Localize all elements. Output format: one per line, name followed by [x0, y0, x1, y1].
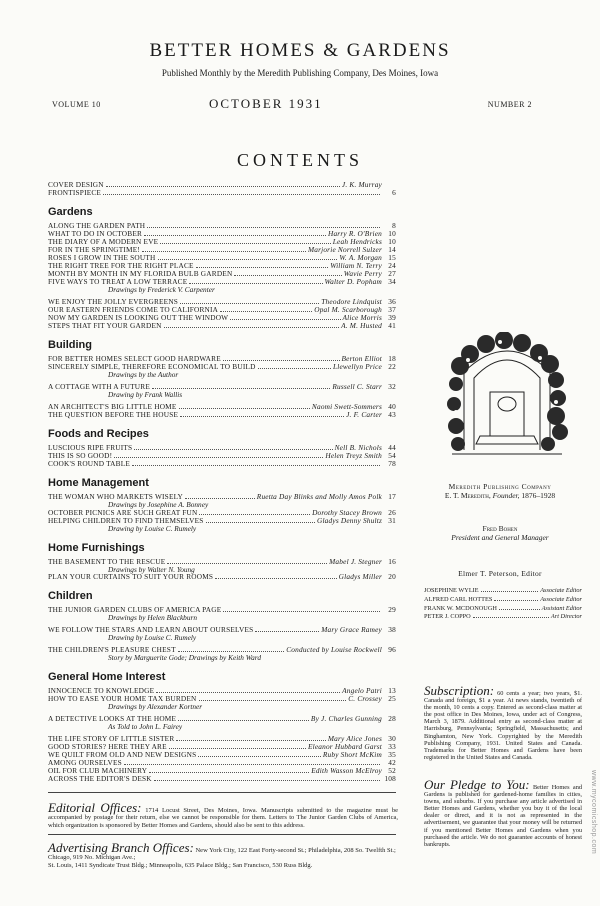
section-heading-building: Building [48, 338, 92, 351]
table-of-contents [48, 181, 396, 783]
toc-entry[interactable]: AN ARCHITECT'S BIG LITTLE HOME Naomi Swett-Sommers 40 [48, 401, 396, 411]
toc-entry[interactable]: GOOD STORIES? HERE THEY ARE Eleanor Hubbard Garst 33 [48, 741, 396, 751]
publisher-credit [420, 482, 580, 500]
toc-entry[interactable]: OIL FOR CLUB MACHINERY Edith Wasson McElroy 52 [48, 765, 396, 775]
toc-entry[interactable]: SINCERELY SIMPLE, THEREFORE ECONOMICAL TO BUILD Llewellyn Price 22 [48, 361, 396, 371]
pledge-text: Better Homes and Gardens is published for gardened-home families in cities, towns, and suburbs. If you purchase any article advertised in Better Homes and Gardens, whether you buy it of the local dealer or direct, and it is not as represented in the advertisement, we guarantee that your money will be returned if you mentioned Better Homes and Gardens when you purchased the article. We do not guarantee accounts of honest bankrupts. [424, 784, 582, 848]
toc-entry[interactable]: LUSCIOUS RIPE FRUITS Nell B. Nichols 44 [48, 442, 396, 452]
officer-title: President and General Manager [451, 533, 549, 542]
volume-label: VOLUME 10 [52, 100, 101, 109]
illustration-credit: Drawing by Frank Wallis [108, 389, 183, 399]
illustration-credit: Drawings by Alexander Kortner [108, 702, 203, 712]
number-label: NUMBER 2 [487, 100, 532, 109]
section-heading-home-management: Home Management [48, 476, 149, 489]
subscription-notice [424, 684, 582, 761]
pledge-label: Our Pledge to You: [424, 777, 530, 792]
toc-entry[interactable]: PLAN YOUR CURTAINS TO SUIT YOUR ROOMS Gladys Miller 20 [48, 572, 396, 582]
toc-entry[interactable]: COVER DESIGN J. K. Murray [48, 180, 382, 189]
issue-date: OCTOBER 1931 [209, 96, 323, 111]
section-heading-gardens: Gardens [48, 206, 93, 218]
section-heading-general-home-interest: General Home Interest [48, 671, 166, 684]
toc-entry[interactable]: A DETECTIVE LOOKS AT THE HOME By J. Charles Gunning 28 [48, 714, 396, 724]
founder-label: Founder, [492, 491, 520, 500]
toc-entry[interactable]: ROSES I GROW IN THE SOUTH W. A. Morgan 15 [48, 253, 396, 262]
editor-credit: Elmer T. Peterson, Editor [458, 569, 542, 578]
toc-entry[interactable]: HELPING CHILDREN TO FIND THEMSELVES Gladys Denny Shultz 31 [48, 515, 396, 525]
staff-list [424, 587, 582, 622]
magazine-title: BETTER HOMES & GARDENS [149, 40, 451, 61]
issue-info-row [52, 97, 552, 113]
watermark: www.mycomicshop.com [590, 770, 597, 855]
toc-entry[interactable]: COOK'S ROUND TABLE 78 [48, 458, 396, 468]
toc-entry[interactable]: MONTH BY MONTH IN MY FLORIDA BULB GARDEN Wavie Perry 27 [48, 269, 396, 278]
illustration-credit: Drawings by Josephine A. Bonney [108, 499, 209, 509]
toc-entry[interactable]: FOR IN THE SPRINGTIME! Marjorie Norrell Sulzer 14 [48, 245, 396, 254]
advertising-offices [48, 841, 404, 869]
subscription-text: 60 cents a year; two years, $1. Canada and foreign, $1 a year. At news stands, twentieth of the month, 10 cents a copy. Entered as second-class matter at the post office in Des Moines, Iowa, under act of Congress, March 3, 1879. Additional entry as second-class matter at Harrisburg, Pennsylvania; Springfield, Massachusetts; and Binghamton, New York. Copyrighted by the Meredith Publishing Company, 1931. United States and Canada. Trademarks for Better Homes and Gardens have been registered in the United States and Canada. [424, 690, 582, 761]
staff-row: PETER J. COPPO Art Director [424, 613, 582, 621]
toc-entry[interactable]: FIVE WAYS TO TREAT A LOW TERRACE Walter D. Popham 34 [48, 277, 396, 286]
toc-entry[interactable]: STEPS THAT FIT YOUR GARDEN A. M. Husted 41 [48, 320, 396, 330]
founder-years: 1876–1928 [521, 491, 556, 500]
contents-heading: CONTENTS [237, 150, 363, 170]
toc-entry[interactable]: NOW MY GARDEN IS LOOKING OUT THE WINDOW Alice Morris 39 [48, 312, 396, 322]
toc-entry[interactable]: FRONTISPIECE 6 [48, 188, 396, 197]
illustration-credit: Drawings by the Author [108, 369, 179, 379]
section-heading-foods: Foods and Recipes [48, 427, 149, 440]
illustration-credit: Drawing by Louise C. Rumely [108, 523, 197, 533]
toc-entry[interactable]: HOW TO EASE YOUR HOME TAX BURDEN C. Crossey 25 [48, 694, 396, 704]
toc-entry[interactable]: THE WOMAN WHO MARKETS WISELY Ruetta Day Blinks and Molly Amos Polk 17 [48, 491, 396, 501]
staff-row: FRANK W. MCDONOUGH Assistant Editor [424, 604, 582, 612]
toc-entry[interactable]: OCTOBER PICNICS ARE SUCH GREAT FUN Dorothy Stacey Brown 26 [48, 507, 396, 517]
toc-entry[interactable]: THIS IS SO GOOD! Helen Treyz Smith 54 [48, 450, 396, 460]
toc-entry[interactable]: THE BASEMENT TO THE RESCUE Mabel J. Stegner 16 [48, 556, 396, 566]
illustration-credit: As Told to John L. Fairey [108, 722, 183, 732]
divider [48, 792, 396, 793]
company-name: Meredith Publishing Company [448, 482, 552, 491]
toc-entry[interactable]: THE LIFE STORY OF LITTLE SISTER Mary Alice Jones 30 [48, 733, 396, 743]
staff-row: JOSEPHINE WYLIE Associate Editor [424, 587, 582, 594]
toc-entry[interactable]: WE FOLLOW THE STARS AND LEARN ABOUT OURSELVES Mary Grace Ramey 38 [48, 625, 396, 635]
founder-name: E. T. Meredith, [444, 491, 491, 500]
toc-entry[interactable]: THE QUESTION BEFORE THE HOUSE J. F. Carter 43 [48, 409, 396, 419]
pledge-notice [424, 778, 582, 848]
illustration-credit: Drawing by Louise C. Rumely [108, 633, 197, 643]
toc-entry[interactable]: THE JUNIOR GARDEN CLUBS OF AMERICA PAGE 29 [48, 605, 396, 615]
toc-entry[interactable]: INNOCENCE TO KNOWLEDGE Angelo Patri 13 [48, 686, 396, 696]
officer-credit [420, 524, 580, 542]
garden-arbor-illustration [444, 332, 570, 460]
editorial-offices [48, 801, 398, 829]
toc-entry[interactable]: ALONG THE GARDEN PATH 8 [48, 221, 396, 230]
toc-entry[interactable]: THE DIARY OF A MODERN EVE Leah Hendricks 10 [48, 237, 396, 246]
toc-entry[interactable]: WHAT TO DO IN OCTOBER Harry R. O'Brien 10 [48, 229, 396, 238]
toc-entry[interactable]: AMONG OURSELVES 42 [48, 757, 396, 767]
illustration-credit: Drawings by Helen Blackburn [108, 613, 197, 623]
divider [48, 834, 396, 835]
advertising-offices-text: New York City, 122 East Forty-second St.; Philadelphia, 208 So. Twelfth St.; Chicago, 919 No. Michigan Ave.; [48, 847, 396, 862]
toc-entry[interactable]: THE CHILDREN'S PLEASURE CHEST Conducted by Louise Rockwell 96 [48, 645, 396, 655]
publisher-line: Published Monthly by the Meredith Publishing Company, Des Moines, Iowa [161, 68, 439, 78]
officer-name: Fred Bohen [482, 524, 518, 533]
toc-entry[interactable]: A COTTAGE WITH A FUTURE Russell C. Starr 32 [48, 381, 396, 391]
illustration-credit: Story by Marguerite Gode; Drawings by Keith Ward [108, 653, 262, 663]
advertising-offices-label: Advertising Branch Offices: [48, 840, 194, 855]
section-heading-home-furnishings: Home Furnishings [48, 541, 145, 554]
staff-row: ALFRED CARL HOTTES Associate Editor [424, 595, 582, 603]
subscription-label: Subscription: [424, 683, 495, 698]
editorial-offices-label: Editorial Offices: [48, 800, 142, 815]
toc-entry[interactable]: FOR BETTER HOMES SELECT GOOD HARDWARE Berton Elliot 18 [48, 353, 396, 363]
illustration-credit: Drawings by Walter N. Young [108, 564, 195, 574]
toc-entry[interactable]: WE ENJOY THE JOLLY EVERGREENS Theodore Lindquist 36 [48, 296, 396, 306]
editorial-offices-text: 1714 Locust Street, Des Moines, Iowa. Manuscripts submitted to the magazine must be accompanied by postage for their return, else we cannot be responsible for them. Letters to The Junior Garden Clubs of America, which organization is sponsored by Better Homes and Gardens, should also be sent to this address. [48, 807, 398, 829]
illustration-credit: Drawings by Frederick V. Carpenter [108, 285, 215, 294]
toc-entry[interactable]: THE RIGHT TREE FOR THE RIGHT PLACE William N. Terry 24 [48, 261, 396, 270]
toc-entry[interactable]: ACROSS THE EDITOR'S DESK 108 [48, 773, 396, 783]
toc-entry[interactable]: OUR EASTERN FRIENDS COME TO CALIFORNIA Opal M. Scarborough 37 [48, 304, 396, 314]
toc-entry[interactable]: WE QUILT FROM OLD AND NEW DESIGNS Ruby Short McKim 35 [48, 749, 396, 759]
advertising-offices-text-2: St. Louis, 1411 Syndicate Trust Bldg.; Minneapolis, 635 Palace Bldg.; San Francisco, 530 Russ Bldg. [48, 861, 313, 869]
section-heading-children: Children [48, 590, 93, 603]
